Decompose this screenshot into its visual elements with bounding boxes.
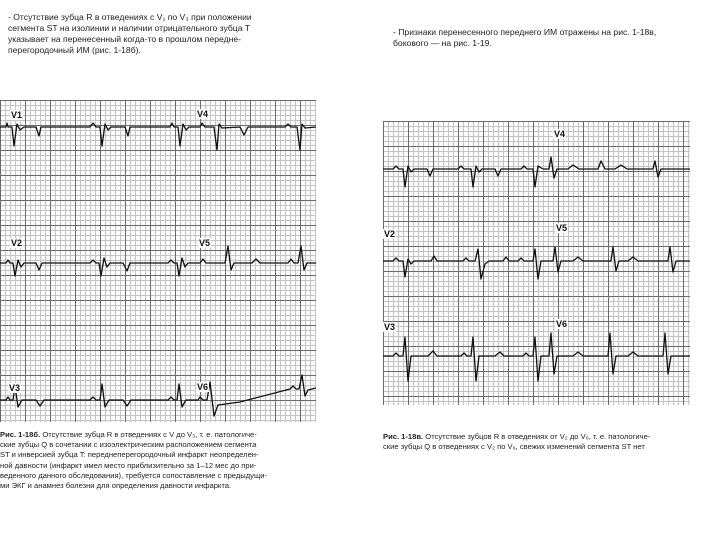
- ecg-trace-v4: [543, 157, 690, 178]
- ecg-trace-v4: [192, 123, 316, 150]
- caption-line: Отсутствие зубца R в отведениях с V до V₃, т. е. патологиче-: [42, 430, 257, 439]
- ecg-trace-v2: [383, 249, 543, 279]
- ecg-trace-v3: [0, 384, 192, 407]
- caption-line: ST и инверсией зубца T: переднеперегородочный инфаркт неопределен-: [0, 450, 259, 460]
- figure-ref: Рис. 1-18б.: [0, 430, 41, 439]
- caption-line: веденного данного обследования), требуется сопоставление с предыдущи-: [0, 470, 267, 480]
- text-line: указывает на перенесенный когда-то в прошлом передне-: [8, 34, 241, 44]
- figure-caption-left: [0, 430, 322, 491]
- body-text-left: [8, 12, 320, 56]
- body-text-right: [393, 27, 693, 49]
- ecg-figure-left: [0, 100, 316, 422]
- ecg-traces-left: [0, 100, 316, 422]
- figure-ref: Рис. 1-18в.: [383, 432, 424, 441]
- ecg-trace-upper-left: [383, 166, 543, 187]
- figure-caption-right: [383, 432, 695, 452]
- ecg-trace-v6: [192, 375, 316, 416]
- lead-label-v5: V5: [199, 238, 211, 248]
- lead-label-v6: V6: [197, 382, 209, 392]
- ecg-trace-v6: [543, 333, 690, 374]
- lead-label-v2: V2: [384, 229, 396, 239]
- ecg-trace-v3: [383, 337, 543, 381]
- ecg-figure-right: [383, 121, 690, 405]
- ecg-trace-v1: [0, 123, 192, 146]
- lead-label-v4: V4: [554, 129, 566, 139]
- ecg-traces-right: [383, 121, 690, 405]
- ecg-trace-v2: [0, 258, 192, 276]
- text-line: сегмента ST на изолинии и наличии отрицательного зубца T: [8, 23, 251, 33]
- caption-line: ми ЭКГ и анамнез болезни для определения давности инфаркта.: [0, 481, 232, 491]
- ecg-trace-v5: [192, 246, 316, 270]
- caption-line: ной давности (инфаркт имел место приблизительно за 1–12 мес до при-: [0, 460, 257, 470]
- text-line: бокового — на рис. 1-19.: [393, 38, 492, 48]
- lead-label-v2: V2: [11, 238, 23, 248]
- text-line: - Отсутствие зубца R в отведениях с V₁ по V₃ при положении: [8, 12, 252, 22]
- lead-label-v4: V4: [197, 109, 209, 119]
- caption-line: ские зубцы Q в отведениях с V₂ по V₆, свежих изменений сегмента ST нет: [383, 442, 645, 452]
- lead-label-v3: V3: [384, 322, 396, 332]
- lead-label-v1: V1: [11, 110, 23, 120]
- ecg-trace-v5: [543, 247, 690, 272]
- text-line: - Признаки перенесенного переднего ИМ отражены на рис. 1-18в,: [393, 27, 657, 37]
- caption-line: ские зубцы Q в сочетании с изоэлектрическим расположением сегмента: [0, 440, 257, 450]
- lead-label-v5: V5: [556, 223, 568, 233]
- lead-label-v3: V3: [9, 383, 21, 393]
- text-line: перегородочный ИМ (рис. 1-18б).: [8, 45, 141, 55]
- caption-line: Отсутствие зубцов R в отведениях от V₂ до V₆, т. е. патологиче-: [425, 432, 651, 441]
- lead-label-v6: V6: [556, 319, 568, 329]
